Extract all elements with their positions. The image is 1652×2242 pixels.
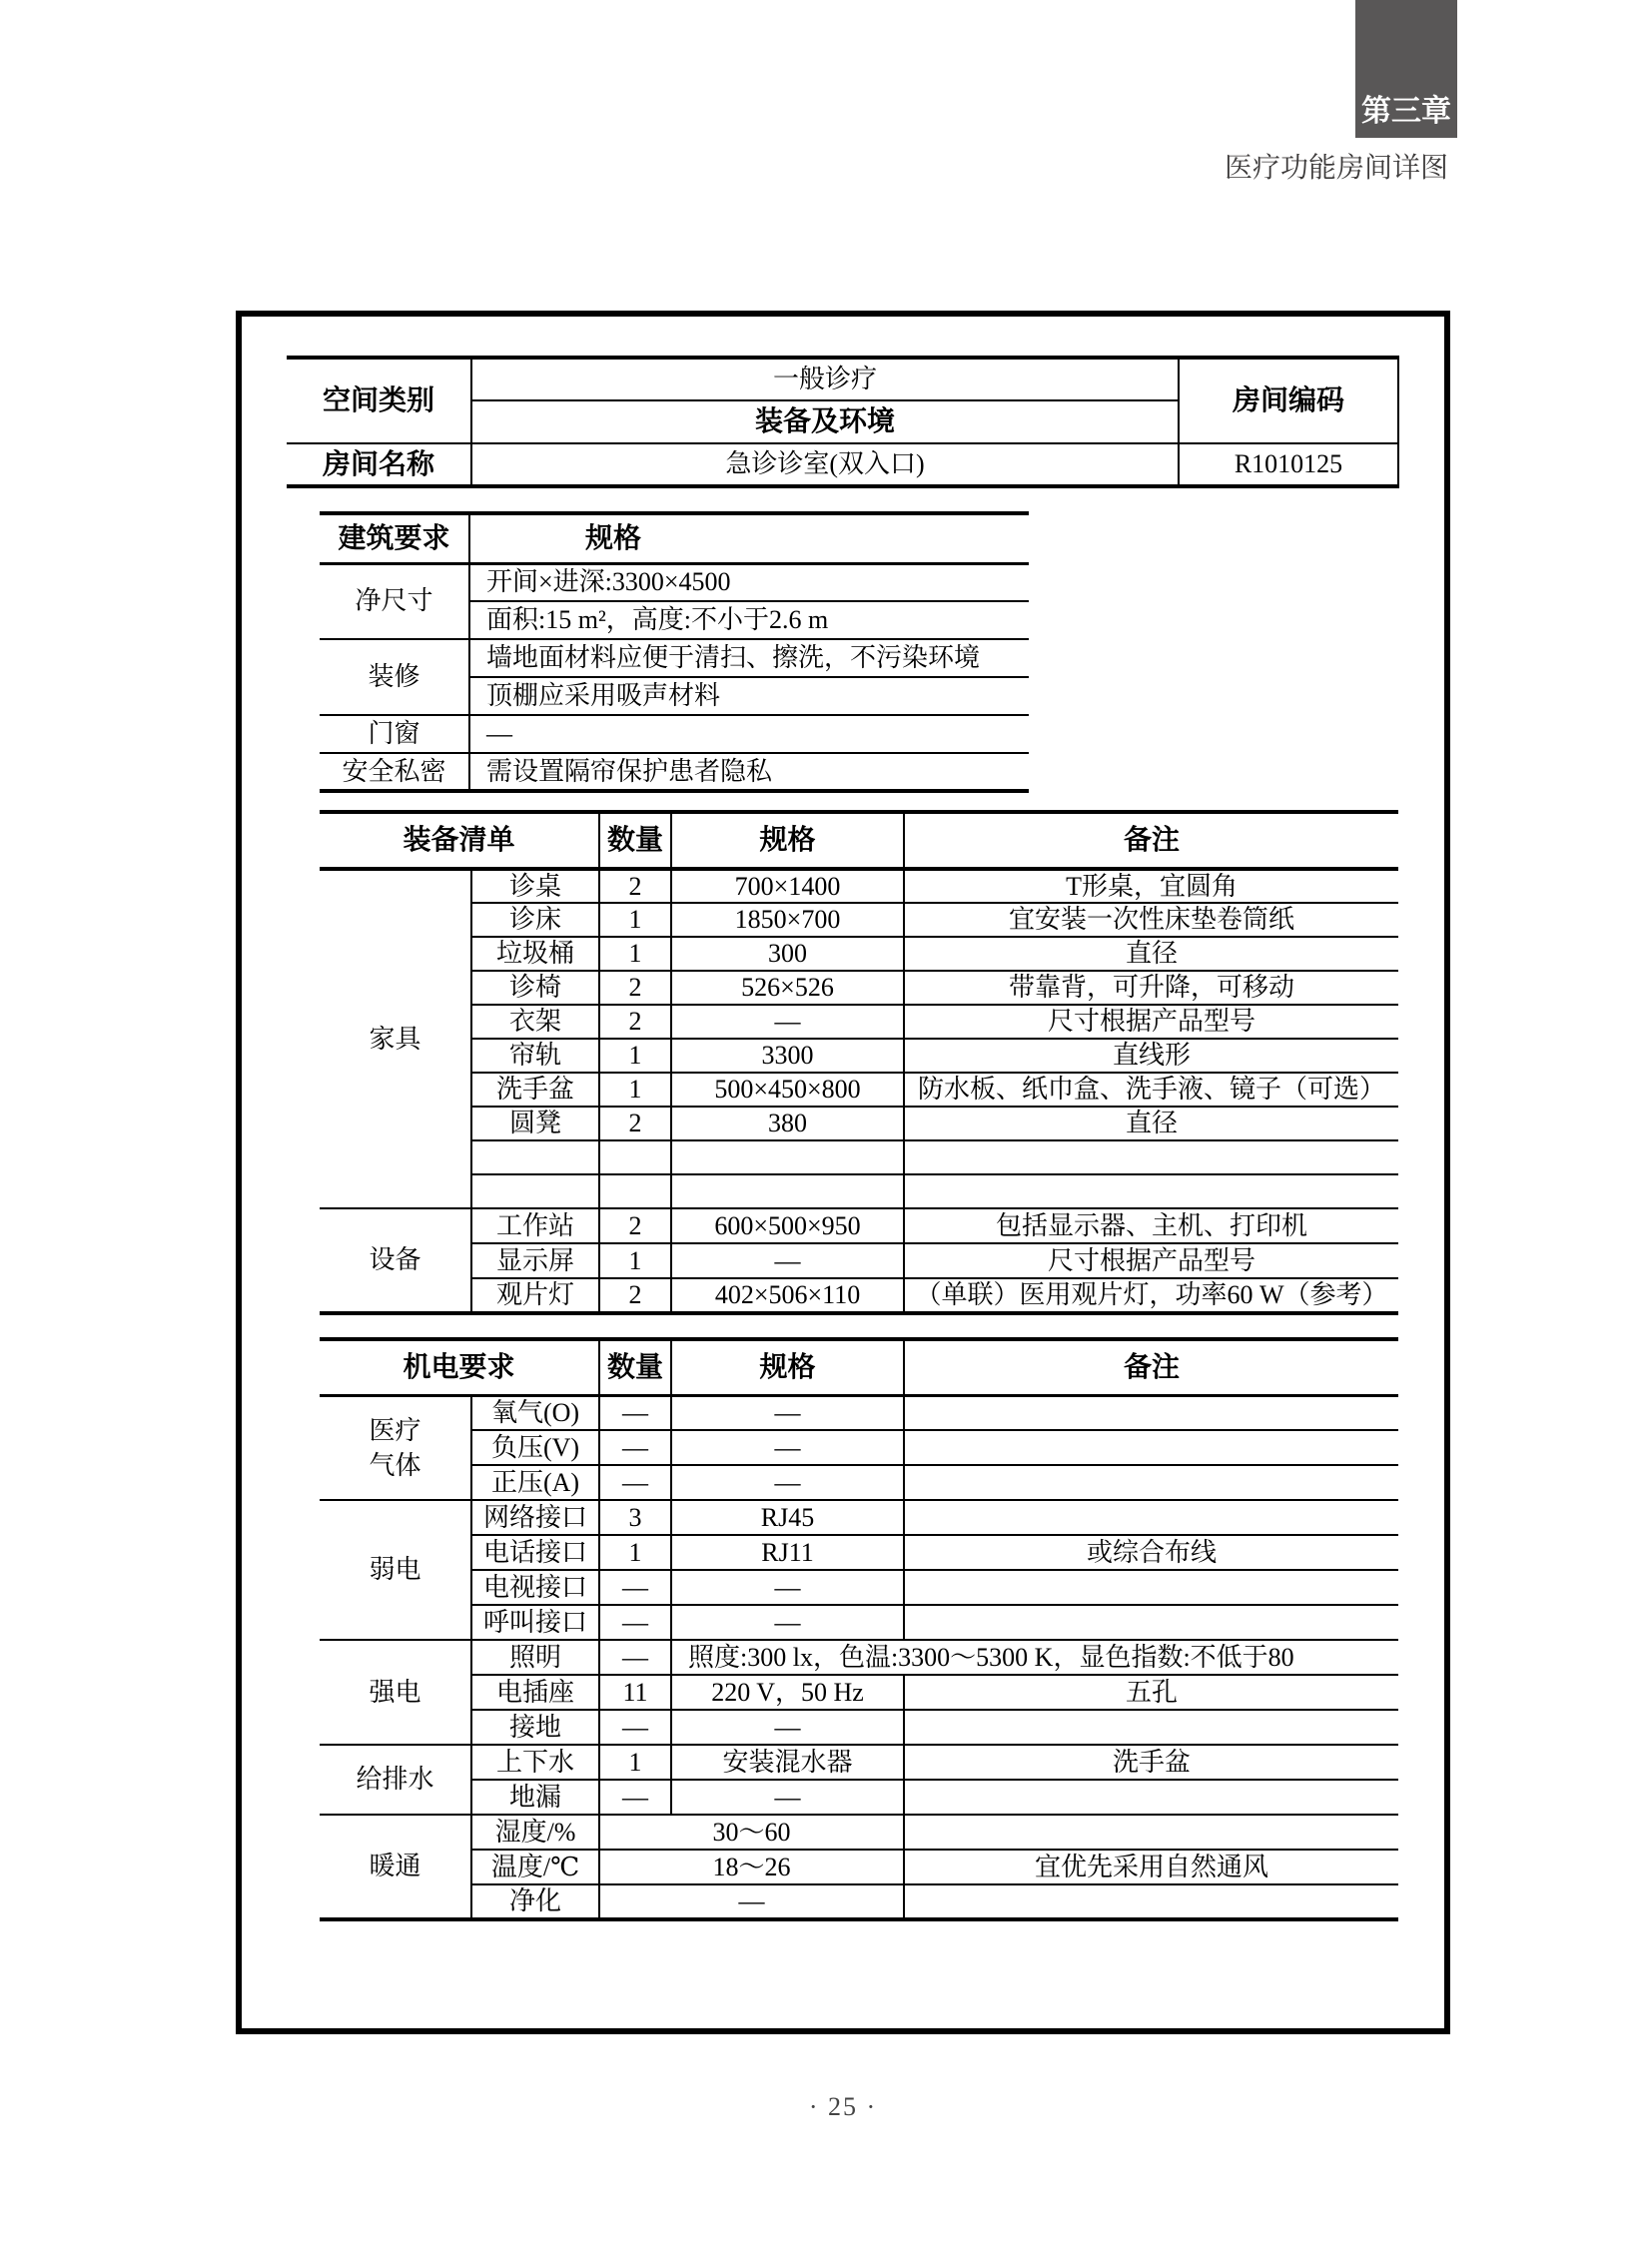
mep-spec: — (671, 1780, 904, 1815)
mep-item: 负压(V) (471, 1430, 599, 1465)
mep-spec: — (671, 1430, 904, 1465)
equipment-table (320, 810, 1398, 1315)
mep-item: 上下水 (471, 1745, 599, 1780)
mep-item: 温度/℃ (471, 1850, 599, 1884)
equip-item: 圆凳 (471, 1107, 599, 1140)
building-group-label: 安全私密 (320, 753, 469, 791)
mep-item: 电话接口 (471, 1535, 599, 1570)
mep-spec: — (671, 1710, 904, 1745)
equip-spec: 380 (671, 1107, 904, 1140)
equip-remark: 直径 (904, 937, 1398, 971)
mep-spec: 220 V，50 Hz (671, 1675, 904, 1710)
equip-remark: 尺寸根据产品型号 (904, 1243, 1398, 1278)
mep-item: 照明 (471, 1640, 599, 1675)
equipment-group-devices: 设备 (320, 1208, 471, 1313)
mep-remark: 洗手盆 (904, 1745, 1398, 1780)
mep-item: 正压(A) (471, 1465, 599, 1500)
equip-remark: 尺寸根据产品型号 (904, 1005, 1398, 1039)
equip-qty: 2 (599, 1278, 671, 1313)
mep-spec: — (671, 1395, 904, 1430)
equip-spec: 1850×700 (671, 903, 904, 937)
mep-remark: 五孔 (904, 1675, 1398, 1710)
mep-spec: RJ11 (671, 1535, 904, 1570)
equip-remark: T形桌，宜圆角 (904, 869, 1398, 903)
equip-spec: — (671, 1243, 904, 1278)
room-code-label: 房间编码 (1179, 358, 1398, 443)
equip-remark-empty (904, 1174, 1398, 1208)
equip-item: 显示屏 (471, 1243, 599, 1278)
building-spec-line: 墙地面材料应便于清扫、擦洗，不污染环境 (469, 639, 1029, 677)
space-category-line2: 装备及环境 (471, 400, 1179, 443)
mep-qty: 1 (599, 1535, 671, 1570)
equip-remark: 防水板、纸巾盒、洗手液、镜子（可选） (904, 1073, 1398, 1107)
mep-qty: 1 (599, 1745, 671, 1780)
mep-value-merged: 30～60 (599, 1815, 904, 1850)
equip-qty-empty (599, 1174, 671, 1208)
equip-item: 洗手盆 (471, 1073, 599, 1107)
equip-spec: 300 (671, 937, 904, 971)
room-name-label: 房间名称 (287, 443, 471, 486)
mep-remark (904, 1465, 1398, 1500)
mep-group-plumbing: 给排水 (320, 1745, 471, 1815)
mep-value-merged: 18～26 (599, 1850, 904, 1884)
equipment-remark-header: 备注 (904, 812, 1398, 869)
equip-qty: 2 (599, 1005, 671, 1039)
building-spec-line: 需设置隔帘保护患者隐私 (469, 753, 1029, 791)
mep-item: 网络接口 (471, 1500, 599, 1535)
building-group-label: 净尺寸 (320, 563, 469, 639)
equip-item: 垃圾桶 (471, 937, 599, 971)
mep-remark-header: 备注 (904, 1339, 1398, 1395)
building-req-title: 建筑要求 (320, 513, 469, 563)
mep-spec-merged: 照度:300 lx，色温:3300～5300 K，显色指数:不低于80 (671, 1640, 1398, 1675)
mep-spec-header: 规格 (671, 1339, 904, 1395)
mep-item: 地漏 (471, 1780, 599, 1815)
mep-qty: — (599, 1780, 671, 1815)
mep-spec: 安装混水器 (671, 1745, 904, 1780)
chapter-subtitle: 医疗功能房间详图 (1224, 152, 1448, 183)
mep-group-label: 医疗气体 (369, 1415, 421, 1480)
equip-qty: 1 (599, 1039, 671, 1073)
chapter-tab (1355, 0, 1457, 138)
equip-remark: 包括显示器、主机、打印机 (904, 1208, 1398, 1243)
equip-remark: 带靠背，可升降，可移动 (904, 971, 1398, 1005)
space-category-line1: 一般诊疗 (471, 358, 1179, 400)
building-spec-line: 面积:15 m²，高度:不小于2.6 m (469, 601, 1029, 639)
equip-item-empty (471, 1140, 599, 1174)
equip-qty: 1 (599, 1073, 671, 1107)
equip-spec: 500×450×800 (671, 1073, 904, 1107)
mep-spec: — (671, 1605, 904, 1640)
equip-spec-empty (671, 1140, 904, 1174)
page-number: · 25 · (808, 2092, 878, 2121)
building-spec-line: 顶棚应采用吸声材料 (469, 677, 1029, 715)
equip-qty: 2 (599, 1107, 671, 1140)
building-spec-header: 规格 (469, 513, 1029, 563)
equipment-qty-header: 数量 (599, 812, 671, 869)
equip-qty-empty (599, 1140, 671, 1174)
equip-spec: 526×526 (671, 971, 904, 1005)
mep-qty: — (599, 1710, 671, 1745)
equipment-group-furniture: 家具 (320, 869, 471, 1208)
mep-spec: — (671, 1570, 904, 1605)
mep-value-merged: — (599, 1884, 904, 1919)
mep-remark (904, 1815, 1398, 1850)
building-req-table (320, 511, 1029, 793)
mep-group-lowvoltage: 弱电 (320, 1500, 471, 1640)
equip-item: 观片灯 (471, 1278, 599, 1313)
room-header-table (287, 356, 1399, 488)
mep-title: 机电要求 (320, 1339, 599, 1395)
equip-remark-empty (904, 1140, 1398, 1174)
mep-spec: — (671, 1465, 904, 1500)
mep-qty: — (599, 1605, 671, 1640)
equip-remark: 直线形 (904, 1039, 1398, 1073)
room-name-value: 急诊诊室(双入口) (471, 443, 1179, 486)
equip-qty: 1 (599, 1243, 671, 1278)
equip-spec: 600×500×950 (671, 1208, 904, 1243)
equipment-title: 装备清单 (320, 812, 599, 869)
mep-qty: — (599, 1465, 671, 1500)
mep-table (320, 1337, 1398, 1921)
mep-remark: 宜优先采用自然通风 (904, 1850, 1398, 1884)
equip-spec: 402×506×110 (671, 1278, 904, 1313)
mep-qty: — (599, 1395, 671, 1430)
equip-qty: 1 (599, 937, 671, 971)
mep-remark (904, 1710, 1398, 1745)
mep-group-power: 强电 (320, 1640, 471, 1745)
equip-qty: 2 (599, 869, 671, 903)
equip-spec: 700×1400 (671, 869, 904, 903)
building-spec-line: 开间×进深:3300×4500 (469, 563, 1029, 601)
equip-qty: 2 (599, 1208, 671, 1243)
mep-item: 电插座 (471, 1675, 599, 1710)
mep-item: 电视接口 (471, 1570, 599, 1605)
mep-remark (904, 1780, 1398, 1815)
mep-qty: — (599, 1430, 671, 1465)
mep-qty: — (599, 1640, 671, 1675)
equip-qty: 2 (599, 971, 671, 1005)
mep-qty: — (599, 1570, 671, 1605)
mep-remark (904, 1500, 1398, 1535)
equip-item: 工作站 (471, 1208, 599, 1243)
mep-remark (904, 1430, 1398, 1465)
mep-spec: RJ45 (671, 1500, 904, 1535)
chapter-tab-label: 第三章 (1361, 95, 1451, 128)
mep-item: 净化 (471, 1884, 599, 1919)
equip-qty: 1 (599, 903, 671, 937)
mep-remark: 或综合布线 (904, 1535, 1398, 1570)
mep-item: 接地 (471, 1710, 599, 1745)
space-category-label: 空间类别 (287, 358, 471, 443)
equip-item: 帘轨 (471, 1039, 599, 1073)
building-spec-line: — (469, 715, 1029, 753)
equip-item: 衣架 (471, 1005, 599, 1039)
equip-item: 诊桌 (471, 869, 599, 903)
building-group-label: 装修 (320, 639, 469, 715)
equip-remark: 宜安装一次性床垫卷筒纸 (904, 903, 1398, 937)
equip-item: 诊床 (471, 903, 599, 937)
mep-item: 湿度/% (471, 1815, 599, 1850)
mep-group-medgas (320, 1395, 471, 1500)
equip-item: 诊椅 (471, 971, 599, 1005)
room-code-value: R1010125 (1179, 443, 1398, 486)
equip-spec: — (671, 1005, 904, 1039)
equip-spec: 3300 (671, 1039, 904, 1073)
mep-remark (904, 1605, 1398, 1640)
equip-item-empty (471, 1174, 599, 1208)
mep-group-hvac: 暖通 (320, 1815, 471, 1919)
mep-qty-header: 数量 (599, 1339, 671, 1395)
mep-item: 呼叫接口 (471, 1605, 599, 1640)
equip-spec-empty (671, 1174, 904, 1208)
mep-remark (904, 1884, 1398, 1919)
mep-remark (904, 1395, 1398, 1430)
equip-remark: 直径 (904, 1107, 1398, 1140)
mep-remark (904, 1570, 1398, 1605)
mep-item: 氧气(O) (471, 1395, 599, 1430)
equip-remark: （单联）医用观片灯，功率60 W（参考） (904, 1278, 1398, 1313)
building-group-label: 门窗 (320, 715, 469, 753)
equipment-spec-header: 规格 (671, 812, 904, 869)
mep-qty: 11 (599, 1675, 671, 1710)
mep-qty: 3 (599, 1500, 671, 1535)
